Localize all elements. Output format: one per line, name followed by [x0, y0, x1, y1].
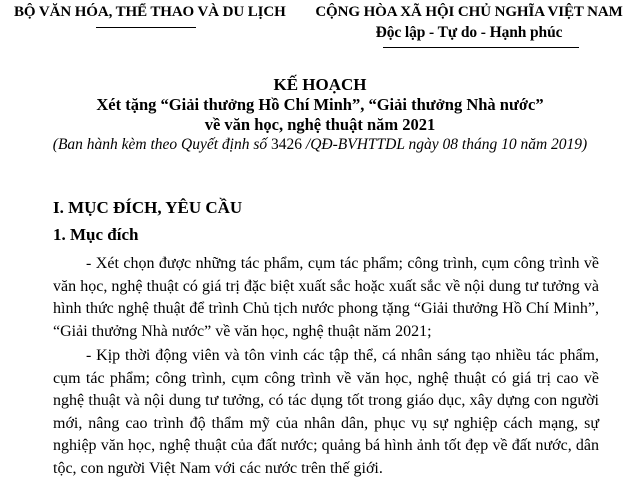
- document-subject-line-1: Xét tặng “Giải thưởng Hồ Chí Minh”, “Giải thưởng Nhà nước”: [96, 95, 544, 114]
- document-heading: KẾ HOẠCH: [273, 75, 367, 94]
- paragraph-1: - Xét chọn được những tác phẩm, cụm tác phẩm; công trình, cụm công trình về văn học, nghệ thuật có giá trị đặc biệt xuất sắc hoặc xuất sắc về nội dung tư tưởng và hình thức nghệ thuật để trình Chủ tịch nước phong tặng “Giải thưởng Hồ Chí Minh”, “Giải thưởng Nhà nước” về văn học, nghệ thuật năm 2021;: [53, 255, 599, 340]
- issuance-note-suffix: /QĐ-BVHTTDL ngày 08 tháng 10 năm 2019): [302, 136, 588, 153]
- ministry-underline: [96, 27, 196, 28]
- subsection-heading: 1. Mục đích: [53, 225, 139, 244]
- issuance-note-prefix: (Ban hành kèm theo Quyết định số: [52, 136, 272, 153]
- motto-underline: [383, 47, 579, 48]
- document-subject-line-2: về văn học, nghệ thuật năm 2021: [204, 115, 436, 134]
- decision-number: 3426: [271, 136, 303, 153]
- ministry-name: BỘ VĂN HÓA, THỂ THAO VÀ DU LỊCH: [14, 4, 286, 20]
- issuance-note: [0, 135, 640, 155]
- national-header: [300, 4, 638, 42]
- paragraph-2: - Kịp thời động viên và tôn vinh các tập thể, cá nhân sáng tạo nhiều tác phẩm, cụm tác phẩm; công trình, cụm công trình về văn học, nghệ thuật có giá trị cao về nghệ thuật và nội dung tư tưởng, có tác dụng tốt trong giáo dục, xây dựng con người mới, nâng cao trình độ thẩm mỹ của nhân dân, phục vụ sự nghiệp cách mạng, sự nghiệp văn học, nghệ thuật của đất nước; quảng bá hình ảnh tốt đẹp về đất nước, dân tộc, con người Việt Nam với các nước trên thế giới.: [53, 347, 599, 477]
- country-name: CỘNG HÒA XÃ HỘI CHỦ NGHĨA VIỆT NAM: [315, 4, 623, 20]
- document-title-block: [0, 75, 640, 155]
- section-heading: I. MỤC ĐÍCH, YÊU CẦU: [53, 198, 243, 217]
- national-motto: Độc lập - Tự do - Hạnh phúc: [375, 24, 563, 41]
